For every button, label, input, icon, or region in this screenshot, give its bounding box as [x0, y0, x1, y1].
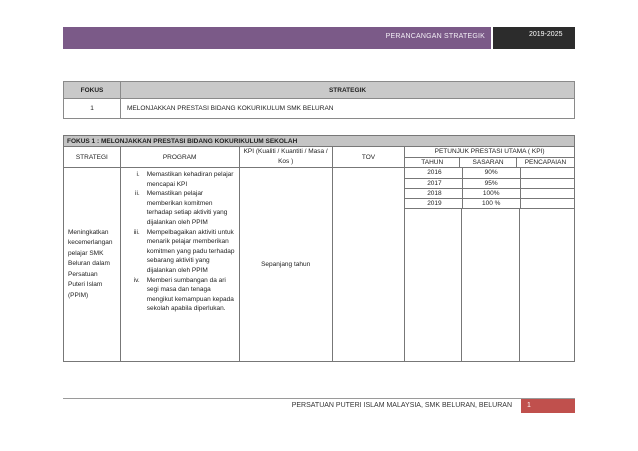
summary-fokus-number: 1	[64, 99, 121, 119]
detail-table	[63, 135, 575, 362]
program-list	[120, 168, 239, 362]
table-row	[405, 198, 574, 208]
header-strategi: STRATEGI	[64, 147, 121, 168]
program-text: Memberi sumbangan da ari segi masa dan tenaga mengikut kemampuan kepada sekolah apabila diperlukan.	[146, 276, 234, 313]
program-number: i.	[136, 171, 140, 178]
detail-header-row	[64, 147, 575, 158]
fokus-title: FOKUS 1 : MELONJAKKAN PRESTASI BIDANG KOKURIKULUM SEKOLAH	[64, 136, 575, 147]
program-text: Memastikan kehadiran pelajar mencapai KPI	[146, 171, 234, 188]
table-row	[64, 168, 575, 362]
target-pencapaian	[520, 188, 574, 198]
targets-empty-area	[405, 209, 574, 361]
program-text: Mempelbagaikan aktiviti untuk menarik pelajar memberikan komitmen yang padu terhadap sebarang aktiviti yang dijalankan oleh PPIM	[146, 228, 235, 274]
target-year: 2018	[405, 188, 462, 198]
year-range-badge: 2019-2025	[493, 27, 575, 49]
header-tahun: TAHUN	[405, 157, 460, 168]
kpi-value: Sepanjang tahun	[239, 168, 332, 362]
tov-value	[332, 168, 404, 362]
list-item	[121, 170, 237, 189]
list-item	[121, 276, 237, 314]
target-sasaran: 100 %	[462, 198, 520, 208]
strategi-text: Meningkatkan kecemerlangan pelajar SMK Beluran dalam Persatuan Puteri Islam (PPIM)	[64, 168, 121, 362]
summary-strategik-text: MELONJAKKAN PRESTASI BIDANG KOKURIKULUM SMK BELURAN	[121, 99, 575, 119]
document-title: PERANCANGAN STRATEGIK	[385, 33, 485, 40]
target-pencapaian	[520, 198, 574, 208]
table-row	[64, 99, 575, 119]
footer-organization: PERSATUAN PUTERI ISLAM MALAYSIA, SMK BELURAN, BELURAN	[291, 402, 512, 409]
column-divider	[462, 209, 520, 361]
header-tov: TOV	[332, 147, 404, 168]
table-row	[405, 168, 574, 178]
summary-table	[63, 81, 575, 119]
targets-table	[405, 168, 574, 209]
program-number: iv.	[133, 276, 140, 284]
target-pencapaian	[520, 168, 574, 178]
table-row	[405, 188, 574, 198]
fokus-title-row	[64, 136, 575, 147]
target-sasaran: 90%	[462, 168, 520, 178]
header-ppi: PETUNJUK PRESTASI UTAMA ( KPI)	[405, 147, 575, 158]
header-kpi: KPI (Kualiti / Kuantiti / Masa / Kos )	[239, 147, 332, 168]
target-year: 2017	[405, 178, 462, 188]
summary-header-strategik: STRATEGIK	[121, 82, 575, 99]
target-year: 2016	[405, 168, 462, 178]
target-sasaran: 100%	[462, 188, 520, 198]
targets-cell	[405, 168, 575, 362]
program-number: iii.	[133, 228, 140, 236]
summary-header-fokus: FOKUS	[64, 82, 121, 99]
target-pencapaian	[520, 178, 574, 188]
header-bar	[63, 27, 491, 49]
table-row	[405, 178, 574, 188]
list-item	[121, 189, 237, 227]
header-sasaran: SASARAN	[460, 157, 517, 168]
summary-header-row	[64, 82, 575, 99]
target-sasaran: 95%	[462, 178, 520, 188]
header-pencapaian: PENCAPAIAN	[516, 157, 574, 168]
header-program: PROGRAM	[120, 147, 239, 168]
program-number: ii.	[135, 190, 140, 198]
page-number: 1	[521, 399, 575, 413]
column-divider	[405, 209, 462, 361]
program-text: Memastikan pelajar memberikan komitmen terhadap setiap aktiviti yang dijalankan oleh PPIM	[146, 190, 228, 226]
target-year: 2019	[405, 198, 462, 208]
list-item	[121, 228, 237, 276]
footer-divider	[63, 398, 575, 399]
